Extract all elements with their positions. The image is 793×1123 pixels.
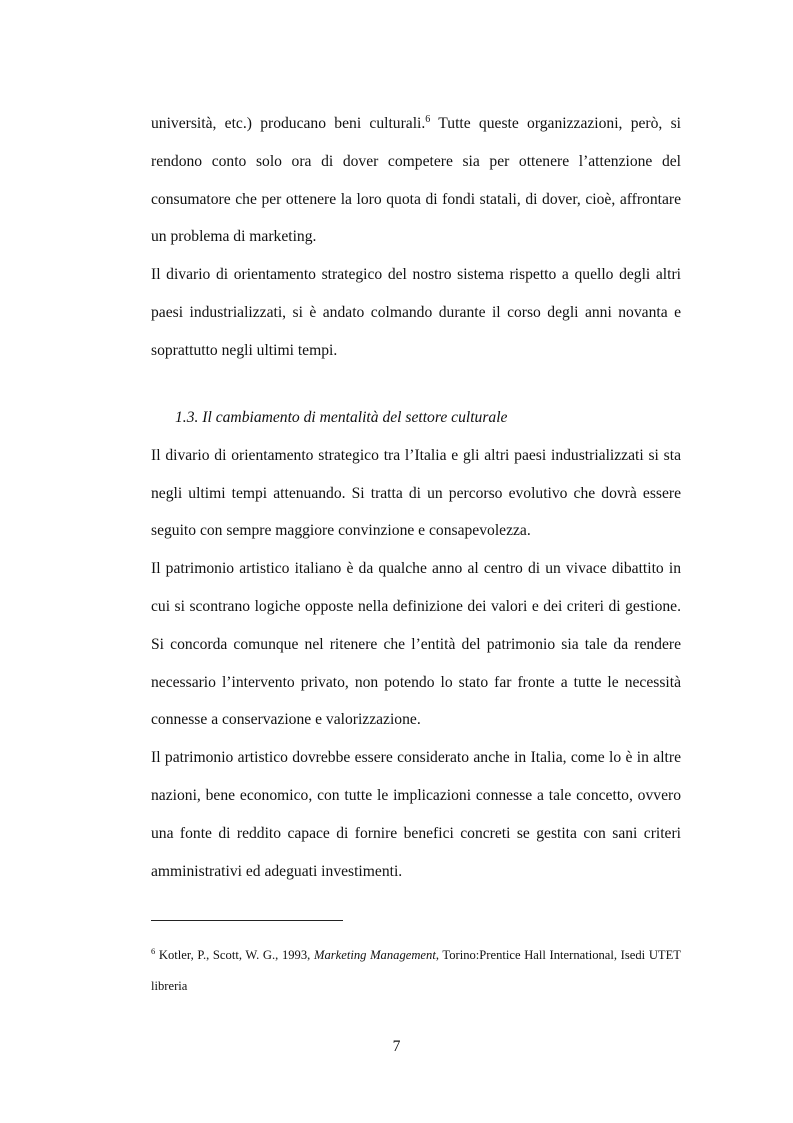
paragraph-text: università, etc.) producano beni culturali. xyxy=(151,115,426,132)
footnote-authors: Kotler, P., Scott, W. G., 1993, xyxy=(155,948,314,962)
paragraph: Il patrimonio artistico dovrebbe essere considerato anche in Italia, come lo è in altre nazioni, bene economico, con tutte le implicazioni connesse a tale concetto, ovvero una fonte di reddito capace di fornire benefici concreti se gestita con sani criteri amministrativi ed adeguati investimenti. xyxy=(151,749,681,880)
footnote xyxy=(151,940,681,1002)
page-number: 7 xyxy=(392,1038,401,1055)
footnote-publisher: , Torino:Prentice Hall International, Isedi UTET libreria xyxy=(151,948,681,993)
footnote-separator xyxy=(151,920,343,921)
paragraph: Il patrimonio artistico italiano è da qualche anno al centro di un vivace dibattito in cui si scontrano logiche opposte nella definizione dei valori e dei criteri di gestione. Si concorda comunque nel ritenere che l’entità del patrimonio sia tale da rendere necessario l’intervento privato, non potendo lo stato far fronte a tutte le necessità connesse a conservazione e valorizzazione. xyxy=(151,560,681,729)
section-heading: 1.3. Il cambiamento di mentalità del settore culturale xyxy=(175,409,508,426)
paragraph-text: Tutte queste organizzazioni, però, si rendono conto solo ora di dover competere sia per ottenere l’attenzione del consumatore che per ottenere la loro quota di fondi statali, di dover, cioè, affrontare un problema di marketing. xyxy=(151,115,682,246)
body-text-top xyxy=(151,105,681,370)
footnote-number: 6 xyxy=(151,945,156,956)
paragraph-continued xyxy=(151,105,681,256)
footnote-book-title: Marketing Management xyxy=(313,948,436,962)
body-text-section xyxy=(151,399,681,890)
paragraph: Il divario di orientamento strategico del nostro sistema rispetto a quello degli altri paesi industrializzati, si è andato colmando durante il corso degli anni novanta e soprattutto negli ultimi tempi. xyxy=(151,266,681,359)
paragraph: Il divario di orientamento strategico tra l’Italia e gli altri paesi industrializzati si sta negli ultimi tempi attenuando. Si tratta di un percorso evolutivo che dovrà essere seguito con sempre maggiore convinzione e consapevolezza. xyxy=(151,446,681,540)
footnote-reference[interactable]: 6 xyxy=(425,113,431,125)
footnote-text xyxy=(151,940,681,1002)
